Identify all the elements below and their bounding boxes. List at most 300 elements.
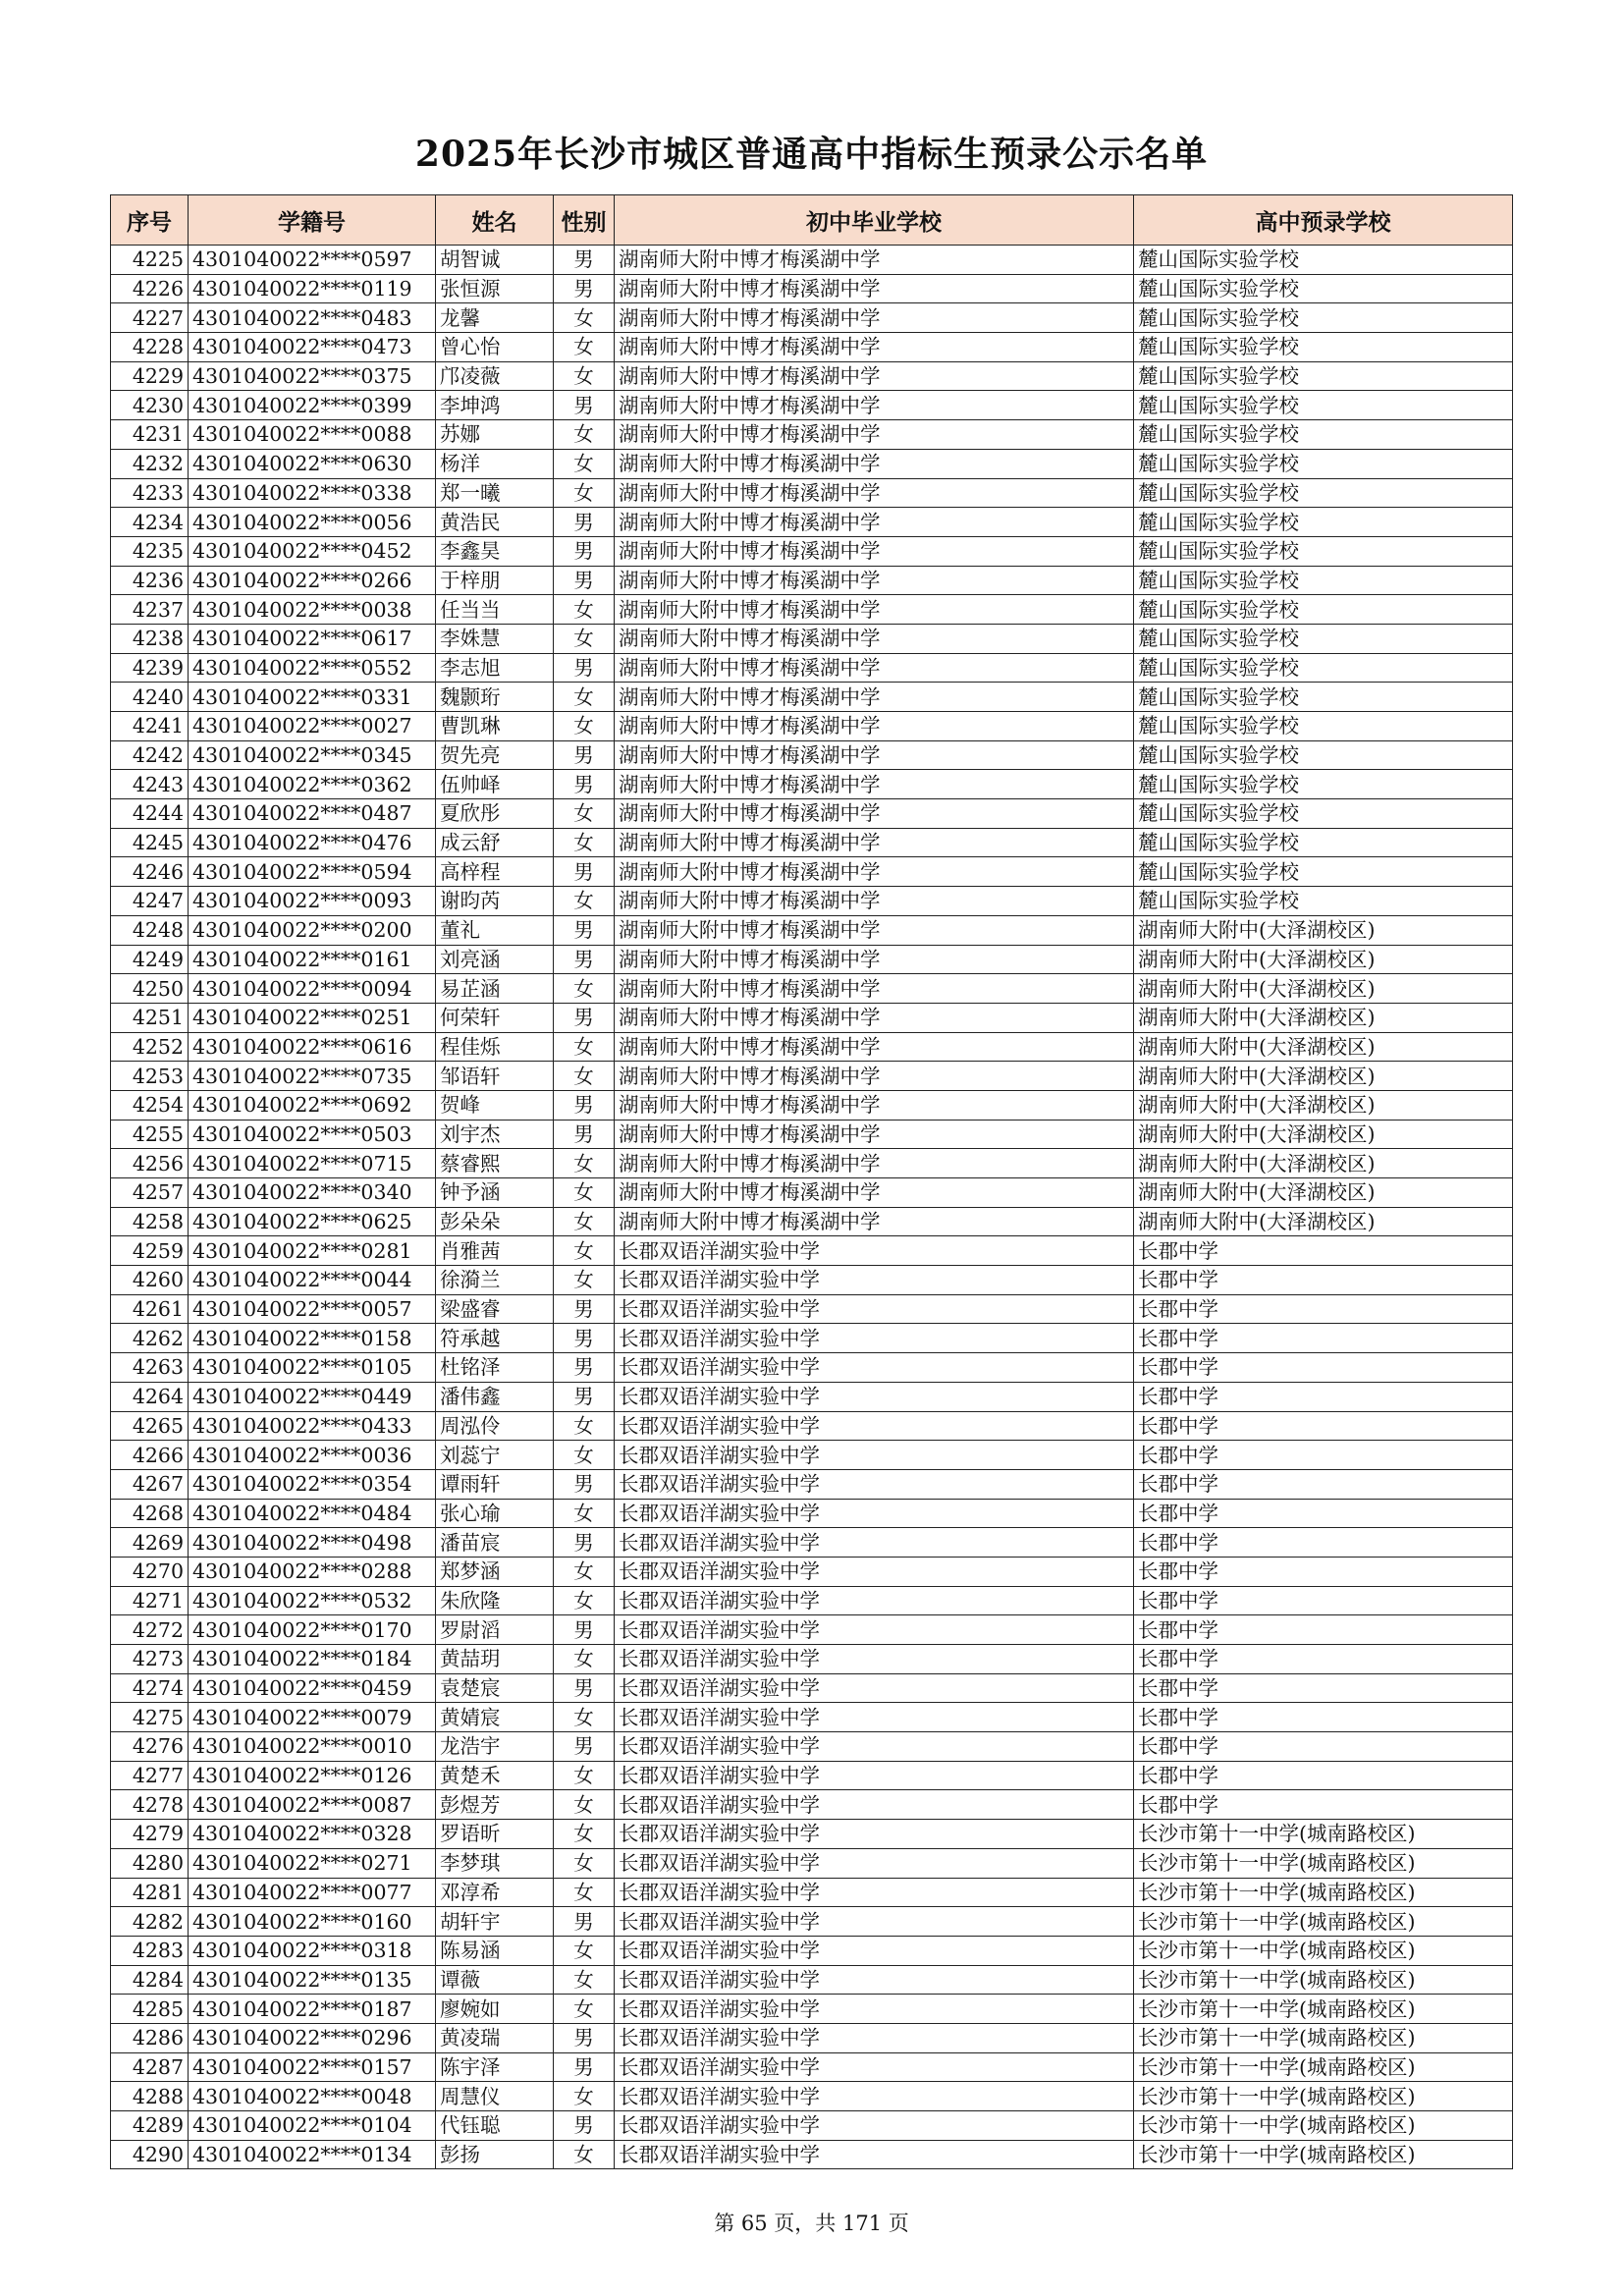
table-row (111, 624, 1513, 653)
cell-name: 成云舒 (436, 828, 554, 857)
cell-gender: 男 (554, 2023, 615, 2052)
cell-student-id: 4301040022****0048 (189, 2082, 436, 2111)
table-row (111, 1062, 1513, 1091)
cell-student-id: 4301040022****0010 (189, 1732, 436, 1762)
cell-high-school: 长沙市第十一中学(城南路校区) (1134, 2082, 1513, 2111)
cell-student-id: 4301040022****0119 (189, 274, 436, 303)
cell-name: 蔡睿熙 (436, 1149, 554, 1178)
cell-gender: 男 (554, 1907, 615, 1937)
cell-name: 李梦琪 (436, 1848, 554, 1878)
cell-student-id: 4301040022****0735 (189, 1062, 436, 1091)
cell-high-school: 长郡中学 (1134, 1469, 1513, 1499)
cell-student-id: 4301040022****0056 (189, 508, 436, 537)
cell-middle-school: 湖南师大附中博才梅溪湖中学 (615, 712, 1134, 741)
cell-student-id: 4301040022****0328 (189, 1820, 436, 1849)
cell-middle-school: 长郡双语洋湖实验中学 (615, 1995, 1134, 2024)
col-header-seq: 序号 (111, 195, 189, 246)
cell-middle-school: 湖南师大附中博才梅溪湖中学 (615, 683, 1134, 712)
cell-high-school: 麓山国际实验学校 (1134, 449, 1513, 478)
cell-seq: 4245 (111, 828, 189, 857)
cell-high-school: 麓山国际实验学校 (1134, 740, 1513, 770)
cell-gender: 男 (554, 1120, 615, 1149)
table-row (111, 945, 1513, 974)
cell-high-school: 湖南师大附中(大泽湖校区) (1134, 1178, 1513, 1208)
cell-high-school: 湖南师大附中(大泽湖校区) (1134, 1149, 1513, 1178)
cell-gender: 男 (554, 653, 615, 683)
cell-student-id: 4301040022****0375 (189, 361, 436, 391)
cell-student-id: 4301040022****0362 (189, 770, 436, 799)
cell-middle-school: 湖南师大附中博才梅溪湖中学 (615, 828, 1134, 857)
cell-gender: 男 (554, 1003, 615, 1032)
cell-high-school: 湖南师大附中(大泽湖校区) (1134, 1032, 1513, 1062)
cell-name: 贺先亮 (436, 740, 554, 770)
cell-seq: 4287 (111, 2052, 189, 2082)
cell-middle-school: 湖南师大附中博才梅溪湖中学 (615, 1090, 1134, 1120)
cell-high-school: 长郡中学 (1134, 1528, 1513, 1558)
cell-middle-school: 长郡双语洋湖实验中学 (615, 2111, 1134, 2141)
cell-seq: 4239 (111, 653, 189, 683)
cell-gender: 女 (554, 1995, 615, 2024)
cell-name: 彭朵朵 (436, 1207, 554, 1236)
cell-middle-school: 湖南师大附中博才梅溪湖中学 (615, 1003, 1134, 1032)
table-row (111, 1965, 1513, 1995)
cell-middle-school: 长郡双语洋湖实验中学 (615, 1236, 1134, 1266)
cell-gender: 男 (554, 1324, 615, 1353)
table-row (111, 1032, 1513, 1062)
cell-middle-school: 湖南师大附中博才梅溪湖中学 (615, 1149, 1134, 1178)
table-row (111, 1995, 1513, 2024)
cell-student-id: 4301040022****0134 (189, 2140, 436, 2169)
table-row (111, 1673, 1513, 1703)
cell-student-id: 4301040022****0288 (189, 1557, 436, 1586)
cell-gender: 女 (554, 420, 615, 450)
cell-seq: 4252 (111, 1032, 189, 1062)
cell-student-id: 4301040022****0200 (189, 915, 436, 945)
cell-name: 李志旭 (436, 653, 554, 683)
cell-middle-school: 长郡双语洋湖实验中学 (615, 1732, 1134, 1762)
cell-gender: 男 (554, 1615, 615, 1645)
cell-high-school: 湖南师大附中(大泽湖校区) (1134, 1062, 1513, 1091)
cell-name: 苏娜 (436, 420, 554, 450)
cell-student-id: 4301040022****0692 (189, 1090, 436, 1120)
cell-middle-school: 湖南师大附中博才梅溪湖中学 (615, 740, 1134, 770)
cell-high-school: 湖南师大附中(大泽湖校区) (1134, 1120, 1513, 1149)
table-row (111, 828, 1513, 857)
cell-seq: 4250 (111, 974, 189, 1004)
cell-seq: 4251 (111, 1003, 189, 1032)
cell-name: 夏欣彤 (436, 799, 554, 829)
cell-student-id: 4301040022****0625 (189, 1207, 436, 1236)
table-row (111, 1907, 1513, 1937)
table-row (111, 1178, 1513, 1208)
cell-gender: 男 (554, 1469, 615, 1499)
cell-seq: 4288 (111, 2082, 189, 2111)
cell-gender: 女 (554, 2140, 615, 2169)
cell-high-school: 长沙市第十一中学(城南路校区) (1134, 2052, 1513, 2082)
cell-student-id: 4301040022****0044 (189, 1266, 436, 1295)
cell-student-id: 4301040022****0184 (189, 1645, 436, 1674)
cell-seq: 4271 (111, 1586, 189, 1615)
cell-middle-school: 长郡双语洋湖实验中学 (615, 1673, 1134, 1703)
cell-middle-school: 湖南师大附中博才梅溪湖中学 (615, 536, 1134, 566)
cell-high-school: 麓山国际实验学校 (1134, 246, 1513, 275)
cell-student-id: 4301040022****0087 (189, 1790, 436, 1820)
cell-student-id: 4301040022****0532 (189, 1586, 436, 1615)
cell-student-id: 4301040022****0160 (189, 1907, 436, 1937)
cell-high-school: 长沙市第十一中学(城南路校区) (1134, 1907, 1513, 1937)
page-footer: 第 65 页，共 171 页 (714, 2212, 909, 2235)
table-row (111, 2111, 1513, 2141)
cell-name: 龙馨 (436, 303, 554, 333)
cell-student-id: 4301040022****0036 (189, 1441, 436, 1470)
cell-student-id: 4301040022****0338 (189, 478, 436, 508)
cell-name: 肖雅茜 (436, 1236, 554, 1266)
cell-seq: 4282 (111, 1907, 189, 1937)
cell-gender: 女 (554, 887, 615, 916)
cell-name: 曾心怡 (436, 333, 554, 362)
cell-seq: 4285 (111, 1995, 189, 2024)
table-row (111, 974, 1513, 1004)
cell-high-school: 湖南师大附中(大泽湖校区) (1134, 945, 1513, 974)
cell-name: 陈易涵 (436, 1936, 554, 1965)
cell-gender: 女 (554, 974, 615, 1004)
cell-high-school: 麓山国际实验学校 (1134, 624, 1513, 653)
table-row (111, 1732, 1513, 1762)
cell-student-id: 4301040022****0452 (189, 536, 436, 566)
cell-high-school: 长郡中学 (1134, 1586, 1513, 1615)
cell-name: 李姝慧 (436, 624, 554, 653)
cell-name: 罗尉滔 (436, 1615, 554, 1645)
cell-name: 贺峰 (436, 1090, 554, 1120)
cell-gender: 男 (554, 1090, 615, 1120)
cell-student-id: 4301040022****0331 (189, 683, 436, 712)
cell-middle-school: 长郡双语洋湖实验中学 (615, 1965, 1134, 1995)
cell-student-id: 4301040022****0487 (189, 799, 436, 829)
table-row (111, 683, 1513, 712)
cell-gender: 女 (554, 1586, 615, 1615)
cell-seq: 4237 (111, 595, 189, 625)
cell-middle-school: 湖南师大附中博才梅溪湖中学 (615, 624, 1134, 653)
cell-middle-school: 长郡双语洋湖实验中学 (615, 1266, 1134, 1295)
cell-gender: 女 (554, 333, 615, 362)
cell-high-school: 长郡中学 (1134, 1732, 1513, 1762)
cell-middle-school: 长郡双语洋湖实验中学 (615, 1615, 1134, 1645)
cell-name: 朱欣隆 (436, 1586, 554, 1615)
cell-name: 谭雨轩 (436, 1469, 554, 1499)
cell-seq: 4284 (111, 1965, 189, 1995)
cell-middle-school: 湖南师大附中博才梅溪湖中学 (615, 449, 1134, 478)
cell-high-school: 长沙市第十一中学(城南路校区) (1134, 1995, 1513, 2024)
cell-name: 邝凌薇 (436, 361, 554, 391)
cell-student-id: 4301040022****0459 (189, 1673, 436, 1703)
cell-name: 李坤鸿 (436, 391, 554, 420)
cell-gender: 男 (554, 391, 615, 420)
table-row (111, 2052, 1513, 2082)
cell-gender: 女 (554, 449, 615, 478)
cell-seq: 4238 (111, 624, 189, 653)
cell-seq: 4264 (111, 1382, 189, 1411)
cell-gender: 男 (554, 1294, 615, 1324)
cell-gender: 女 (554, 478, 615, 508)
cell-high-school: 麓山国际实验学校 (1134, 712, 1513, 741)
cell-middle-school: 长郡双语洋湖实验中学 (615, 1469, 1134, 1499)
cell-gender: 男 (554, 945, 615, 974)
cell-student-id: 4301040022****0093 (189, 887, 436, 916)
cell-gender: 男 (554, 1382, 615, 1411)
cell-gender: 男 (554, 536, 615, 566)
cell-gender: 女 (554, 712, 615, 741)
cell-seq: 4243 (111, 770, 189, 799)
cell-high-school: 湖南师大附中(大泽湖校区) (1134, 1003, 1513, 1032)
cell-name: 周慧仪 (436, 2082, 554, 2111)
cell-student-id: 4301040022****0340 (189, 1178, 436, 1208)
cell-seq: 4275 (111, 1703, 189, 1732)
table-row (111, 1936, 1513, 1965)
cell-gender: 女 (554, 1936, 615, 1965)
table-row (111, 1149, 1513, 1178)
cell-student-id: 4301040022****0715 (189, 1149, 436, 1178)
table-row (111, 1761, 1513, 1790)
table-row (111, 1207, 1513, 1236)
cell-high-school: 长郡中学 (1134, 1557, 1513, 1586)
cell-student-id: 4301040022****0271 (189, 1848, 436, 1878)
cell-middle-school: 长郡双语洋湖实验中学 (615, 1761, 1134, 1790)
table-row (111, 1790, 1513, 1820)
cell-seq: 4286 (111, 2023, 189, 2052)
cell-name: 黄浩民 (436, 508, 554, 537)
cell-high-school: 长沙市第十一中学(城南路校区) (1134, 2023, 1513, 2052)
table-row (111, 1120, 1513, 1149)
cell-high-school: 麓山国际实验学校 (1134, 333, 1513, 362)
cell-student-id: 4301040022****0433 (189, 1411, 436, 1441)
cell-gender: 女 (554, 595, 615, 625)
cell-student-id: 4301040022****0170 (189, 1615, 436, 1645)
cell-seq: 4261 (111, 1294, 189, 1324)
table-row (111, 915, 1513, 945)
cell-seq: 4247 (111, 887, 189, 916)
cell-name: 彭煜芳 (436, 1790, 554, 1820)
cell-middle-school: 长郡双语洋湖实验中学 (615, 1645, 1134, 1674)
cell-high-school: 长郡中学 (1134, 1266, 1513, 1295)
table-row (111, 274, 1513, 303)
cell-name: 邓淳希 (436, 1878, 554, 1907)
cell-seq: 4227 (111, 303, 189, 333)
cell-gender: 女 (554, 624, 615, 653)
cell-student-id: 4301040022****0597 (189, 246, 436, 275)
cell-student-id: 4301040022****0161 (189, 945, 436, 974)
table-row (111, 2140, 1513, 2169)
table-row (111, 1441, 1513, 1470)
table-row (111, 1003, 1513, 1032)
cell-name: 符承越 (436, 1324, 554, 1353)
cell-gender: 女 (554, 2082, 615, 2111)
cell-gender: 男 (554, 274, 615, 303)
cell-student-id: 4301040022****0158 (189, 1324, 436, 1353)
cell-gender: 女 (554, 1178, 615, 1208)
table-row (111, 653, 1513, 683)
cell-student-id: 4301040022****0266 (189, 566, 436, 595)
table-row (111, 420, 1513, 450)
cell-seq: 4278 (111, 1790, 189, 1820)
cell-student-id: 4301040022****0251 (189, 1003, 436, 1032)
cell-middle-school: 长郡双语洋湖实验中学 (615, 1907, 1134, 1937)
table-row (111, 333, 1513, 362)
cell-gender: 女 (554, 1848, 615, 1878)
cell-name: 周泓伶 (436, 1411, 554, 1441)
cell-seq: 4235 (111, 536, 189, 566)
cell-name: 曹凯琳 (436, 712, 554, 741)
cell-seq: 4249 (111, 945, 189, 974)
cell-gender: 女 (554, 1411, 615, 1441)
cell-high-school: 麓山国际实验学校 (1134, 274, 1513, 303)
cell-high-school: 长沙市第十一中学(城南路校区) (1134, 2140, 1513, 2169)
cell-seq: 4228 (111, 333, 189, 362)
cell-student-id: 4301040022****0126 (189, 1761, 436, 1790)
cell-middle-school: 长郡双语洋湖实验中学 (615, 1411, 1134, 1441)
cell-name: 郑梦涵 (436, 1557, 554, 1586)
cell-high-school: 长郡中学 (1134, 1499, 1513, 1528)
cell-gender: 男 (554, 1353, 615, 1383)
table-row (111, 1469, 1513, 1499)
cell-middle-school: 长郡双语洋湖实验中学 (615, 2023, 1134, 2052)
cell-middle-school: 长郡双语洋湖实验中学 (615, 1848, 1134, 1878)
cell-gender: 女 (554, 799, 615, 829)
table-row (111, 1820, 1513, 1849)
cell-student-id: 4301040022****0503 (189, 1120, 436, 1149)
cell-seq: 4290 (111, 2140, 189, 2169)
cell-middle-school: 湖南师大附中博才梅溪湖中学 (615, 915, 1134, 945)
cell-high-school: 湖南师大附中(大泽湖校区) (1134, 1207, 1513, 1236)
cell-seq: 4263 (111, 1353, 189, 1383)
cell-name: 潘伟鑫 (436, 1382, 554, 1411)
cell-student-id: 4301040022****0038 (189, 595, 436, 625)
cell-middle-school: 湖南师大附中博才梅溪湖中学 (615, 653, 1134, 683)
cell-middle-school: 湖南师大附中博才梅溪湖中学 (615, 974, 1134, 1004)
roster-table (110, 194, 1513, 2169)
cell-middle-school: 湖南师大附中博才梅溪湖中学 (615, 1120, 1134, 1149)
cell-name: 胡智诚 (436, 246, 554, 275)
table-row (111, 2023, 1513, 2052)
cell-middle-school: 湖南师大附中博才梅溪湖中学 (615, 478, 1134, 508)
cell-seq: 4289 (111, 2111, 189, 2141)
table-row (111, 1236, 1513, 1266)
cell-name: 易芷涵 (436, 974, 554, 1004)
cell-high-school: 湖南师大附中(大泽湖校区) (1134, 1090, 1513, 1120)
cell-high-school: 长郡中学 (1134, 1615, 1513, 1645)
table-row (111, 1411, 1513, 1441)
cell-seq: 4255 (111, 1120, 189, 1149)
cell-middle-school: 长郡双语洋湖实验中学 (615, 1790, 1134, 1820)
cell-gender: 女 (554, 303, 615, 333)
cell-high-school: 麓山国际实验学校 (1134, 887, 1513, 916)
cell-high-school: 长郡中学 (1134, 1294, 1513, 1324)
cell-name: 任当当 (436, 595, 554, 625)
cell-high-school: 湖南师大附中(大泽湖校区) (1134, 915, 1513, 945)
cell-high-school: 麓山国际实验学校 (1134, 683, 1513, 712)
cell-seq: 4272 (111, 1615, 189, 1645)
cell-name: 程佳烁 (436, 1032, 554, 1062)
cell-gender: 女 (554, 1820, 615, 1849)
cell-student-id: 4301040022****0094 (189, 974, 436, 1004)
table-row (111, 246, 1513, 275)
cell-name: 胡轩宇 (436, 1907, 554, 1937)
cell-gender: 女 (554, 1441, 615, 1470)
table-row (111, 303, 1513, 333)
cell-high-school: 麓山国际实验学校 (1134, 595, 1513, 625)
cell-name: 彭扬 (436, 2140, 554, 2169)
cell-high-school: 麓山国际实验学校 (1134, 536, 1513, 566)
col-header-gender: 性别 (554, 195, 615, 246)
cell-seq: 4241 (111, 712, 189, 741)
table-row (111, 1294, 1513, 1324)
cell-gender: 女 (554, 1703, 615, 1732)
cell-name: 张恒源 (436, 274, 554, 303)
col-header-name: 姓名 (436, 195, 554, 246)
cell-name: 于梓朋 (436, 566, 554, 595)
cell-name: 杜铭泽 (436, 1353, 554, 1383)
cell-seq: 4236 (111, 566, 189, 595)
table-row (111, 1499, 1513, 1528)
cell-gender: 女 (554, 1236, 615, 1266)
cell-student-id: 4301040022****0088 (189, 420, 436, 450)
cell-high-school: 长郡中学 (1134, 1441, 1513, 1470)
cell-name: 钟予涵 (436, 1178, 554, 1208)
cell-gender: 女 (554, 1761, 615, 1790)
cell-gender: 男 (554, 770, 615, 799)
cell-middle-school: 湖南师大附中博才梅溪湖中学 (615, 595, 1134, 625)
cell-high-school: 长沙市第十一中学(城南路校区) (1134, 1936, 1513, 1965)
cell-seq: 4256 (111, 1149, 189, 1178)
cell-gender: 女 (554, 828, 615, 857)
cell-student-id: 4301040022****0077 (189, 1878, 436, 1907)
cell-high-school: 麓山国际实验学校 (1134, 391, 1513, 420)
cell-middle-school: 长郡双语洋湖实验中学 (615, 1528, 1134, 1558)
cell-middle-school: 长郡双语洋湖实验中学 (615, 1353, 1134, 1383)
table-row (111, 1645, 1513, 1674)
cell-seq: 4240 (111, 683, 189, 712)
cell-seq: 4244 (111, 799, 189, 829)
table-row (111, 536, 1513, 566)
cell-seq: 4268 (111, 1499, 189, 1528)
table-row (111, 1324, 1513, 1353)
cell-high-school: 湖南师大附中(大泽湖校区) (1134, 974, 1513, 1004)
cell-high-school: 麓山国际实验学校 (1134, 478, 1513, 508)
cell-gender: 男 (554, 246, 615, 275)
cell-middle-school: 湖南师大附中博才梅溪湖中学 (615, 508, 1134, 537)
cell-seq: 4276 (111, 1732, 189, 1762)
page-title: 2025年长沙市城区普通高中指标生预录公示名单 (414, 134, 1209, 175)
cell-middle-school: 湖南师大附中博才梅溪湖中学 (615, 1062, 1134, 1091)
table-row (111, 1586, 1513, 1615)
cell-student-id: 4301040022****0281 (189, 1236, 436, 1266)
cell-name: 黄婧宸 (436, 1703, 554, 1732)
cell-name: 魏颢珩 (436, 683, 554, 712)
cell-student-id: 4301040022****0354 (189, 1469, 436, 1499)
table-row (111, 1557, 1513, 1586)
cell-student-id: 4301040022****0617 (189, 624, 436, 653)
cell-seq: 4257 (111, 1178, 189, 1208)
cell-high-school: 长郡中学 (1134, 1645, 1513, 1674)
cell-seq: 4259 (111, 1236, 189, 1266)
cell-gender: 男 (554, 1673, 615, 1703)
cell-student-id: 4301040022****0105 (189, 1353, 436, 1383)
table-row (111, 508, 1513, 537)
table-row (111, 1703, 1513, 1732)
cell-student-id: 4301040022****0135 (189, 1965, 436, 1995)
cell-gender: 女 (554, 1062, 615, 1091)
cell-high-school: 麓山国际实验学校 (1134, 653, 1513, 683)
cell-gender: 男 (554, 1528, 615, 1558)
